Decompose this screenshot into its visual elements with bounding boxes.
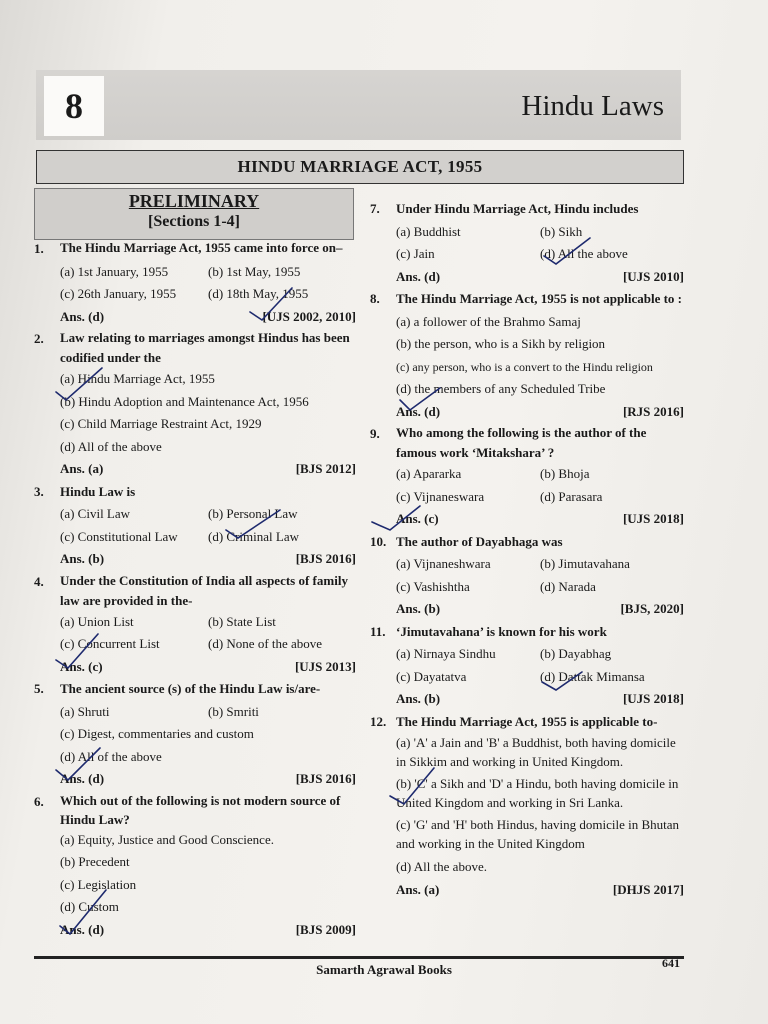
exam-source: [BJS 2016] (295, 771, 356, 786)
question-text: The Hindu Marriage Act, 1955 came into force on– (60, 240, 343, 255)
option: (b) Jimutavahana (540, 556, 630, 571)
option: (b) State List (208, 613, 276, 629)
option: (c) 26th January, 1955 (60, 286, 177, 301)
question-text: Under Hindu Marriage Act, Hindu includes (396, 201, 639, 216)
answer: Ans. (a) (60, 461, 104, 476)
option: (a) 'A' a Jain and 'B' a Buddhist, both having domicile in Sikkim and working in United Kingdom. (396, 735, 676, 769)
option: (c) Vashishtha (396, 578, 470, 594)
question-number: 4. (34, 573, 44, 589)
option: (d) Custom (60, 899, 119, 914)
option: (c) Jain (396, 246, 435, 261)
question-text: Hindu Law is (60, 483, 136, 499)
question-7 (370, 198, 684, 288)
option: (a) Apararka (396, 466, 462, 481)
option: (d) Criminal Law (208, 528, 299, 544)
footer-rule (34, 956, 684, 959)
question-number: 9. (370, 426, 380, 441)
option: (b) Sikh (540, 223, 583, 239)
answer: Ans. (b) (396, 691, 441, 706)
question-5 (34, 678, 356, 791)
answer: Ans. (d) (60, 771, 105, 786)
exam-source: [BJS, 2020] (620, 601, 684, 616)
option: (d) Dattak Mimansa (540, 668, 645, 684)
option: (a) Union List (60, 613, 134, 629)
option: (c) 'G' and 'H' both Hindus, having domicile in Bhutan and working in the United Kingdom (396, 817, 680, 851)
option: (a) Vijnaneshwara (396, 556, 491, 571)
question-3 (34, 481, 356, 571)
question-1 (34, 238, 356, 328)
answer: Ans. (b) (60, 551, 105, 566)
option: (d) the members of any Scheduled Tribe (396, 381, 606, 396)
option: (c) Dayatatva (396, 668, 467, 684)
section-subtitle: [Sections 1-4] (148, 213, 240, 230)
question-12 (370, 711, 684, 902)
option: (a) Hindu Marriage Act, 1955 (60, 371, 215, 386)
question-2 (34, 328, 356, 481)
exam-source: [UJS 2013] (294, 658, 356, 674)
option: (d) All of the above (60, 748, 162, 764)
option: (b) Dayabhag (540, 646, 612, 661)
option: (b) 1st May, 1955 (208, 263, 301, 279)
exam-source: [BJS 2012] (295, 461, 356, 476)
answer: Ans. (a) (396, 881, 440, 897)
question-number: 5. (34, 681, 44, 696)
section-title: PRELIMINARY (128, 191, 260, 211)
question-number: 1. (34, 241, 44, 256)
chapter-number: 8 (44, 76, 104, 136)
answer: Ans. (d) (60, 308, 105, 324)
exam-source: [BJS 2016] (295, 551, 356, 566)
exam-source: [UJS 2018] (622, 691, 684, 706)
question-number: 2. (34, 331, 44, 346)
question-text: The ancient source (s) of the Hindu Law is/are- (60, 681, 321, 696)
answer: Ans. (d) (396, 403, 441, 419)
question-number: 6. (34, 793, 44, 809)
question-text: Who among the following is the author of the famous work ‘Mitakshara’ ? (396, 425, 647, 460)
option: (d) Parasara (540, 488, 603, 504)
question-8 (370, 288, 684, 423)
right-column (370, 198, 684, 901)
option: (d) All the above. (396, 859, 487, 874)
option: (c) Digest, commentaries and custom (60, 726, 254, 741)
option: (b) the person, who is a Sikh by religion (396, 336, 606, 351)
question-number: 10. (370, 533, 387, 549)
exam-source: [UJS 2018] (622, 511, 684, 526)
page-number: 641 (662, 956, 680, 970)
option: (b) 'C' a Sikh and 'D' a Hindu, both having domicile in United Kingdom and working in Sri Lanka. (396, 776, 679, 810)
option: (b) Bhoja (540, 466, 590, 481)
option: (c) any person, who is a convert to the Hindu religion (396, 359, 653, 374)
publisher-name: Samarth Agrawal Books (316, 962, 452, 977)
left-column (34, 238, 356, 941)
question-number: 3. (34, 483, 44, 499)
question-10 (370, 531, 684, 621)
option: (b) Precedent (60, 854, 130, 869)
option: (c) Vijnaneswara (396, 488, 485, 504)
exam-source: [DHJS 2017] (612, 881, 684, 897)
option: (b) Smriti (208, 703, 259, 719)
option: (d) All of the above (60, 438, 162, 454)
option: (d) None of the above (208, 636, 323, 651)
chapter-title: Hindu Laws (521, 90, 664, 122)
exam-source: [UJS 2002, 2010] (262, 308, 356, 324)
question-11 (370, 621, 684, 711)
question-text: The Hindu Marriage Act, 1955 is applicable to- (396, 713, 658, 729)
question-number: 8. (370, 291, 380, 306)
option: (a) Buddhist (396, 223, 461, 239)
answer: Ans. (d) (396, 268, 441, 284)
option: (c) Constitutional Law (60, 528, 178, 544)
option: (d) 18th May, 1955 (208, 286, 309, 301)
exam-source: [BJS 2009] (295, 921, 356, 937)
answer: Ans. (d) (60, 921, 105, 937)
question-text: ‘Jimutavahana’ is known for his work (396, 623, 607, 639)
option: (a) a follower of the Brahmo Samaj (396, 313, 581, 329)
question-text: The author of Dayabhaga was (396, 533, 563, 549)
option: (c) Child Marriage Restraint Act, 1929 (60, 416, 262, 431)
question-number: 12. (370, 713, 387, 729)
exam-source: [UJS 2010] (622, 268, 684, 284)
option: (b) Hindu Adoption and Maintenance Act, 1956 (60, 393, 309, 409)
section-box (34, 188, 354, 240)
act-title: HINDU MARRIAGE ACT, 1955 (36, 150, 684, 184)
option: (a) Civil Law (60, 506, 131, 521)
question-number: 11. (370, 623, 386, 639)
question-9 (370, 423, 684, 531)
answer: Ans. (b) (396, 601, 441, 616)
question-text: Law relating to marriages amongst Hindus has been codified under the (60, 330, 350, 365)
option: (c) Legislation (60, 876, 137, 892)
question-text: Under the Constitution of India all aspects of family law are provided in the- (60, 572, 348, 608)
question-6 (34, 791, 356, 942)
option: (d) All the above (540, 246, 628, 261)
option: (a) 1st January, 1955 (60, 263, 169, 279)
question-4 (34, 571, 356, 679)
question-number: 7. (370, 201, 380, 216)
exam-source: [RJS 2016] (622, 403, 684, 419)
option: (a) Nirnaya Sindhu (396, 646, 496, 661)
option: (a) Shruti (60, 703, 110, 719)
question-text: Which out of the following is not modern source of Hindu Law? (60, 792, 341, 827)
option: (b) Personal Law (208, 506, 298, 521)
option: (c) Concurrent List (60, 636, 160, 651)
answer: Ans. (c) (396, 511, 439, 526)
option: (a) Equity, Justice and Good Conscience. (60, 831, 274, 847)
answer: Ans. (c) (60, 658, 103, 674)
question-text: The Hindu Marriage Act, 1955 is not applicable to : (396, 291, 682, 306)
option: (d) Narada (540, 578, 596, 594)
